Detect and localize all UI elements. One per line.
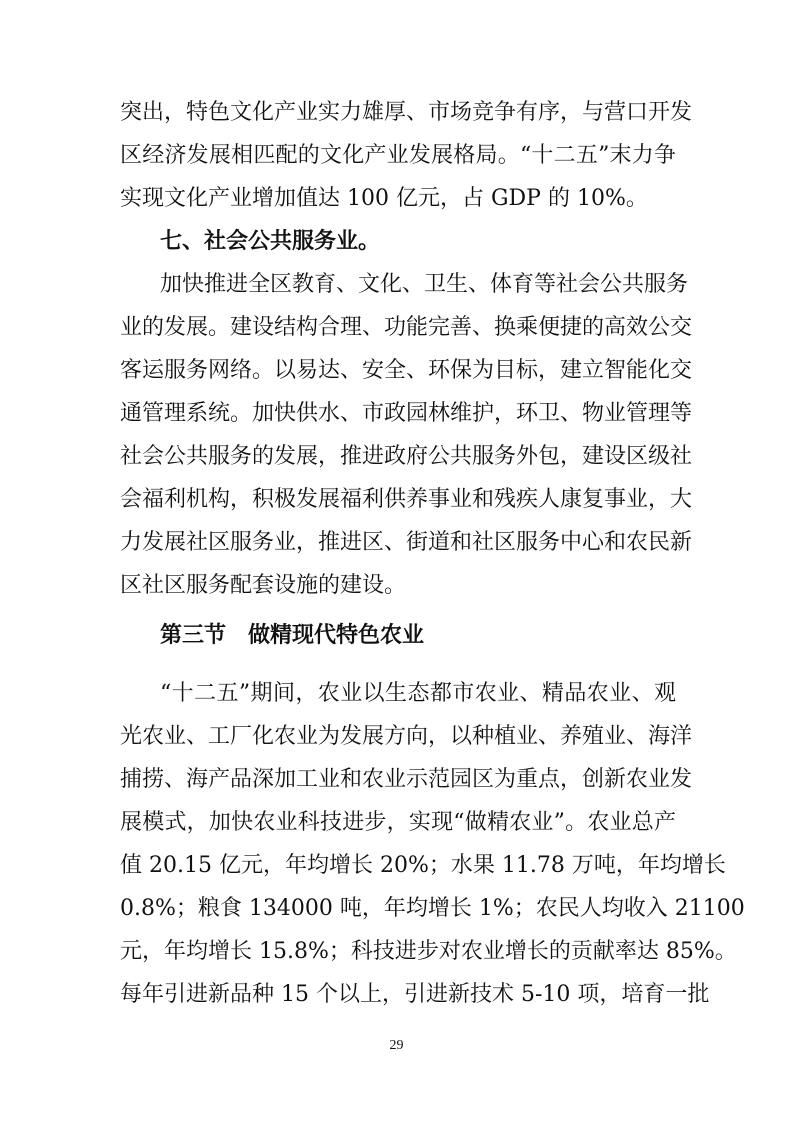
paragraph-line: 会福利机构，积极发展福利供养事业和残疾人康复事业，大 xyxy=(120,487,693,512)
paragraph-line: 突出，特色文化产业实力雄厚、市场竞争有序，与营口开发 xyxy=(120,100,693,125)
subsection-heading: 七、社会公共服务业。 xyxy=(160,229,381,254)
paragraph-line: 元，年均增长 15.8%；科技进步对农业增长的贡献率达 85%。 xyxy=(120,939,737,964)
section-title: 第三节 做精现代特色农业 xyxy=(160,623,425,648)
paragraph-line: 力发展社区服务业，推进区、街道和社区服务中心和农民新 xyxy=(120,530,693,555)
paragraph-line: 展模式，加快农业科技进步，实现“做精农业”。农业总产 xyxy=(120,810,676,835)
paragraph-line: 实现文化产业增加值达 100 亿元，占 GDP 的 10%。 xyxy=(120,186,648,211)
paragraph-line: 每年引进新品种 15 个以上，引进新技术 5-10 项，培育一批 xyxy=(120,982,710,1007)
paragraph-line: 社会公共服务的发展，推进政府公共服务外包，建设区级社 xyxy=(120,444,693,469)
paragraph-line: 区社区服务配套设施的建设。 xyxy=(120,573,407,598)
paragraph-line: 加快推进全区教育、文化、卫生、体育等社会公共服务 xyxy=(160,272,689,297)
paragraph-line: 客运服务网络。以易达、安全、环保为目标，建立智能化交 xyxy=(120,358,693,383)
paragraph-line: 值 20.15 亿元，年均增长 20%；水果 11.78 万吨，年均增长 xyxy=(120,853,726,878)
paragraph-line: 光农业、工厂化农业为发展方向，以种植业、养殖业、海洋 xyxy=(120,724,693,749)
paragraph-line: 通管理系统。加快供水、市政园林维护，环卫、物业管理等 xyxy=(120,401,693,426)
paragraph-line: 区经济发展相匹配的文化产业发展格局。“十二五”末力争 xyxy=(120,143,676,168)
paragraph-line: 0.8%；粮食 134000 吨，年均增长 1%；农民人均收入 21100 xyxy=(120,896,745,921)
paragraph-line: 捕捞、海产品深加工业和农业示范园区为重点，创新农业发 xyxy=(120,767,693,792)
page-number: 29 xyxy=(389,1038,404,1053)
paragraph-line: “十二五”期间，农业以生态都市农业、精品农业、观 xyxy=(160,681,676,706)
paragraph-line: 业的发展。建设结构合理、功能完善、换乘便捷的高效公交 xyxy=(120,315,693,340)
